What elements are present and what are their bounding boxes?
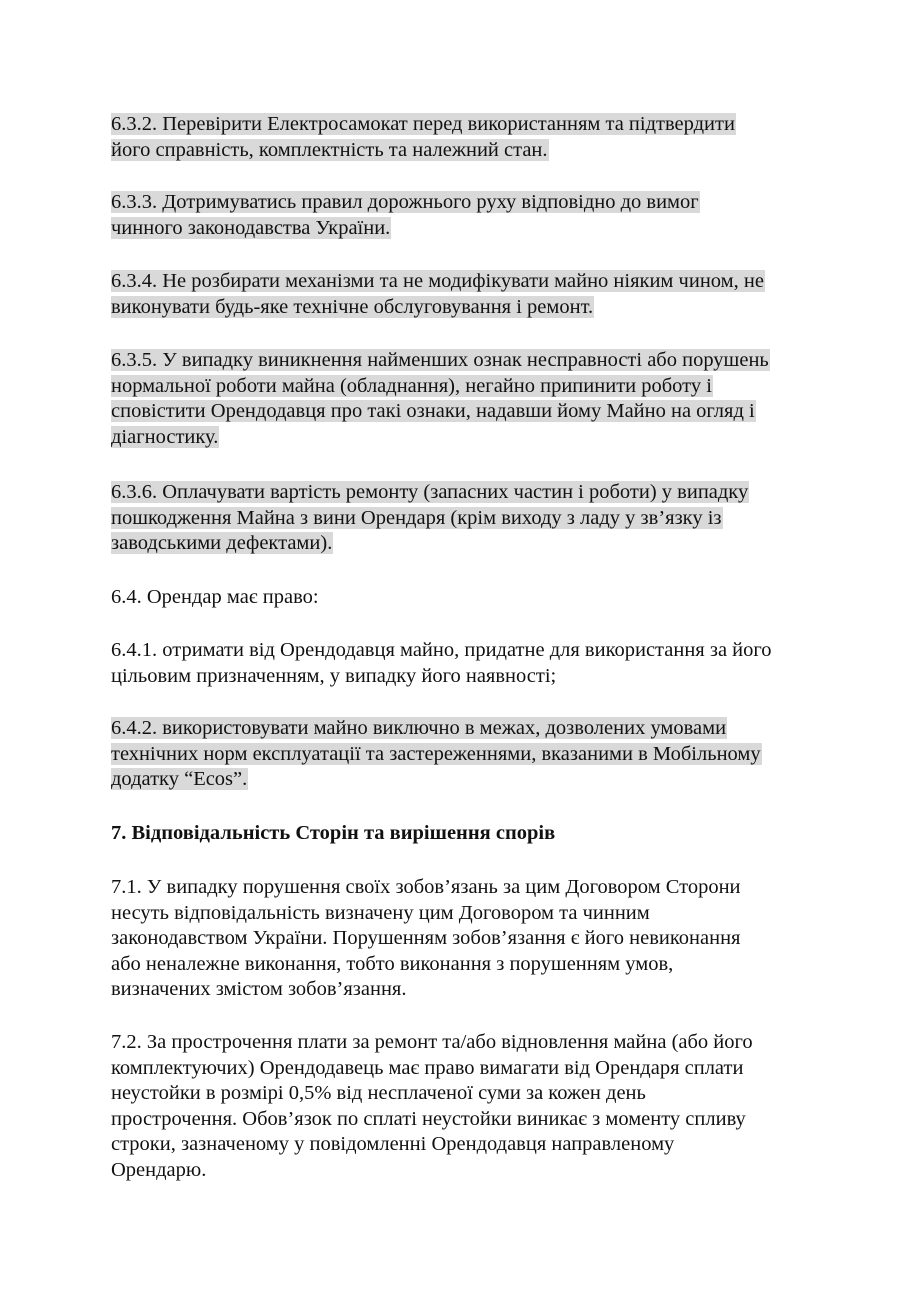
paragraph-line: неустойки в розмірі 0,5% від несплаченої суми за кожен день: [111, 1082, 646, 1104]
paragraph-line: виконувати будь-яке технічне обслуговування і ремонт.: [111, 295, 594, 318]
paragraph-line: 6.4.1. отримати від Орендодавця майно, придатне для використання за його: [111, 639, 772, 661]
paragraph-line: 6.3.4. Не розбирати механізми та не модифікувати майно ніяким чином, не: [111, 270, 764, 292]
paragraph-line: 6.3.5. У випадку виникнення найменших ознак несправності або порушень: [111, 349, 769, 371]
paragraph-line: чинного законодавства України.: [111, 216, 391, 239]
paragraph-line: законодавством України. Порушенням зобов’язання є його невиконання: [111, 927, 741, 949]
paragraph-line: визначених змістом зобов’язання.: [111, 978, 407, 1000]
paragraph-line: несуть відповідальність визначену цим Договором та чинним: [111, 901, 650, 924]
heading-text: 7. Відповідальність Сторін та вирішення спорів: [111, 822, 556, 844]
paragraph-line: 6.4. Орендар має право:: [111, 586, 319, 608]
paragraph-6-4-2: [111, 716, 811, 793]
paragraph-line: 7.1. У випадку порушення своїх зобов’язань за цим Договором Сторони: [111, 876, 741, 898]
paragraph-line: цільовим призначенням, у випадку його наявності;: [111, 664, 557, 687]
paragraph-line: технічних норм експлуатації та застереженнями, вказаними в Мобільному: [111, 742, 761, 765]
paragraph-line: пошкодження Майна з вини Орендаря (крім виходу з ладу у зв’язку із: [111, 506, 722, 529]
paragraph-6-3-2: [111, 112, 811, 163]
paragraph-line: строки, зазначеному у повідомленні Орендодавця направленому: [111, 1133, 675, 1155]
paragraph-line: 6.4.2. використовувати майно виключно в межах, дозволених умовами: [111, 717, 727, 739]
paragraph-line: додатку “Ecos”.: [111, 768, 248, 790]
paragraph-6-3-3: [111, 190, 811, 241]
paragraph-6-3-4: [111, 269, 811, 320]
paragraph-6-3-5: [111, 348, 811, 450]
paragraph-line: 6.3.2. Перевірити Електросамокат перед використанням та підтвердити: [111, 113, 735, 135]
paragraph-line: 7.2. За прострочення плати за ремонт та/або відновлення майна (або його: [111, 1031, 753, 1053]
paragraph-line: заводськими дефектами).: [111, 532, 333, 554]
paragraph-line: сповістити Орендодавця про такі ознаки, надавши йому Майно на огляд і: [111, 400, 755, 422]
paragraph-line: діагностику.: [111, 425, 219, 448]
paragraph-line: прострочення. Обов’язок по сплаті неустойки виникає з моменту спливу: [111, 1107, 746, 1130]
paragraph-6-4-1: [111, 638, 811, 689]
paragraph-line: Орендарю.: [111, 1158, 207, 1181]
paragraph-line: нормальної роботи майна (обладнання), негайно припинити роботу і: [111, 374, 712, 397]
section-heading-7: [111, 821, 811, 847]
paragraph-line: комплектуючих) Орендодавець має право вимагати від Орендаря сплати: [111, 1056, 744, 1079]
paragraph-7-1: [111, 875, 811, 1003]
paragraph-line: 6.3.3. Дотримуватись правил дорожнього руху відповідно до вимог: [111, 191, 699, 213]
paragraph-6-4: [111, 585, 811, 611]
paragraph-7-2: [111, 1030, 811, 1183]
paragraph-line: 6.3.6. Оплачувати вартість ремонту (запасних частин і роботи) у випадку: [111, 481, 749, 503]
paragraph-line: його справність, комплектність та належний стан.: [111, 138, 548, 161]
paragraph-6-3-6: [111, 480, 811, 557]
paragraph-line: або неналежне виконання, тобто виконання з порушенням умов,: [111, 952, 674, 975]
